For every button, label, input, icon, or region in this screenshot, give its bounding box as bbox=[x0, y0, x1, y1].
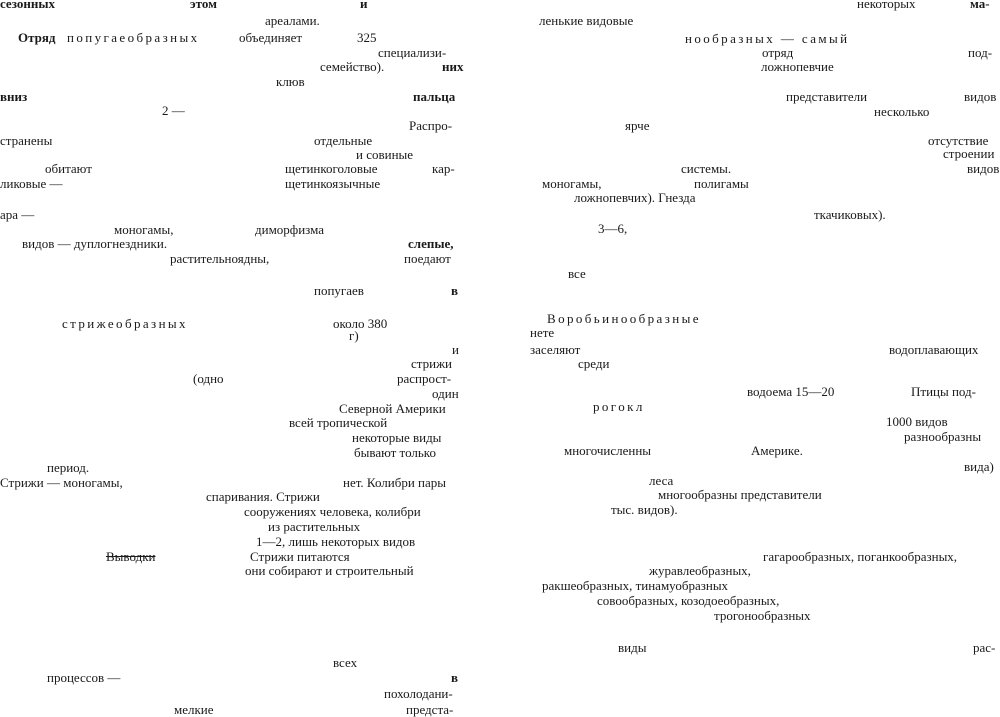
text-fragment: журавлеобразных, bbox=[649, 563, 751, 578]
text-fragment: из растительных bbox=[268, 519, 361, 534]
text-fragment: вида) bbox=[964, 459, 994, 474]
text-fragment: похолодани- bbox=[384, 686, 453, 701]
text-fragment: отдельные bbox=[314, 133, 373, 148]
text-fragment: сезонных bbox=[0, 0, 55, 11]
text-fragment: многообразны представители bbox=[658, 487, 822, 502]
text-fragment: Стрижи — моногамы, bbox=[0, 475, 123, 490]
text-fragment: слепые, bbox=[408, 236, 454, 251]
text-fragment: около 380 bbox=[333, 316, 388, 331]
text-fragment: среди bbox=[578, 356, 610, 371]
text-fragment: Америке. bbox=[751, 443, 803, 458]
text-fragment: щетинкоязычные bbox=[285, 176, 381, 191]
text-fragment: несколько bbox=[874, 104, 930, 119]
text-fragment: моногамы, bbox=[542, 176, 602, 191]
text-fragment: Северной Америки bbox=[339, 401, 446, 416]
text-fragment: разнообразны bbox=[904, 429, 982, 444]
text-fragment: бывают только bbox=[354, 445, 436, 460]
text-fragment: 2 — bbox=[162, 103, 185, 118]
text-fragment: ложнопевчих). Гнезда bbox=[574, 190, 696, 205]
text-fragment: рас- bbox=[973, 640, 996, 655]
text-fragment: Стрижи питаются bbox=[250, 549, 350, 564]
text-fragment: ярче bbox=[625, 118, 650, 133]
text-fragment: специализи- bbox=[378, 45, 447, 60]
text-fragment: леса bbox=[649, 473, 674, 488]
text-fragment: кар- bbox=[432, 161, 455, 176]
text-fragment: многочисленны bbox=[564, 443, 652, 458]
text-fragment: ара — bbox=[0, 207, 35, 222]
text-fragment: полигамы bbox=[694, 176, 749, 191]
text-fragment: ракшеобразных, тинамуобразных bbox=[542, 578, 729, 593]
text-fragment: предста- bbox=[406, 702, 454, 717]
text-fragment: Отряд bbox=[18, 30, 56, 45]
text-fragment: виды bbox=[618, 640, 647, 655]
text-fragment: ма- bbox=[970, 0, 990, 11]
text-fragment: совообразных, козодоеобразных, bbox=[597, 593, 780, 608]
text-fragment: ложнопевчие bbox=[761, 59, 834, 74]
text-fragment: процессов — bbox=[47, 670, 121, 685]
text-fragment: всех bbox=[333, 655, 358, 670]
text-fragment: период. bbox=[47, 460, 90, 475]
text-fragment: 1—2, лишь некоторых видов bbox=[256, 534, 416, 549]
text-fragment: и bbox=[452, 342, 459, 357]
text-fragment: и совиные bbox=[356, 147, 414, 162]
text-fragment: растительноядны, bbox=[170, 251, 270, 266]
text-fragment: спаривания. Стрижи bbox=[206, 489, 320, 504]
text-fragment: некоторые виды bbox=[352, 430, 442, 445]
text-fragment: нообразных — самый bbox=[685, 31, 850, 46]
text-fragment: этом bbox=[190, 0, 217, 11]
text-fragment: ареалами. bbox=[265, 13, 320, 28]
text-fragment: 3—6, bbox=[598, 221, 628, 236]
text-fragment: распрост- bbox=[397, 371, 452, 386]
text-fragment: видов bbox=[967, 161, 1000, 176]
text-fragment: всей тропической bbox=[289, 415, 388, 430]
text-fragment: (одно bbox=[193, 371, 224, 386]
text-fragment: обитают bbox=[45, 161, 92, 176]
text-fragment: водоплавающих bbox=[889, 342, 979, 357]
text-fragment: представители bbox=[786, 89, 868, 104]
text-fragment: поедают bbox=[404, 251, 451, 266]
text-fragment: вниз bbox=[0, 89, 28, 104]
text-fragment: под- bbox=[968, 45, 993, 60]
text-fragment: них bbox=[442, 59, 464, 74]
text-fragment: г) bbox=[349, 328, 359, 343]
text-fragment: заселяют bbox=[530, 342, 581, 357]
text-fragment: Выводки bbox=[106, 549, 156, 564]
text-fragment: моногамы, bbox=[114, 222, 174, 237]
text-fragment: странены bbox=[0, 133, 53, 148]
text-fragment: попугаев bbox=[314, 283, 364, 298]
text-fragment: щетинкоголовые bbox=[285, 161, 378, 176]
text-fragment: все bbox=[568, 266, 586, 281]
text-fragment: ткачиковых). bbox=[814, 207, 886, 222]
text-fragment: водоема 15—20 bbox=[747, 384, 835, 399]
text-fragment: отряд bbox=[762, 45, 794, 60]
text-fragment: мелкие bbox=[174, 702, 214, 717]
text-fragment: Воробьинообразные bbox=[547, 311, 701, 326]
text-fragment: попугаеобразных bbox=[67, 30, 200, 45]
right-column bbox=[530, 0, 1000, 717]
text-fragment: системы. bbox=[681, 161, 732, 176]
text-fragment: ленькие видовые bbox=[539, 13, 634, 28]
text-fragment: объединяет bbox=[239, 30, 303, 45]
text-fragment: в bbox=[451, 283, 459, 298]
text-fragment: Птицы под- bbox=[911, 384, 976, 399]
text-fragment: отсутствие bbox=[928, 133, 989, 148]
text-fragment: 325 bbox=[357, 30, 377, 45]
text-fragment: пальца bbox=[413, 89, 456, 104]
text-fragment: стрижи bbox=[411, 356, 453, 371]
text-fragment: и bbox=[360, 0, 368, 11]
text-fragment: нет. Колибри пары bbox=[343, 475, 447, 490]
left-column bbox=[0, 0, 470, 717]
text-fragment: сооружениях человека, колибри bbox=[244, 504, 421, 519]
text-fragment: видов bbox=[964, 89, 997, 104]
text-fragment: клюв bbox=[276, 74, 305, 89]
text-fragment: видов — дуплогнездники. bbox=[22, 236, 168, 251]
text-fragment: тыс. видов). bbox=[611, 502, 678, 517]
text-fragment: ликовые — bbox=[0, 176, 63, 191]
text-fragment: семейство). bbox=[320, 59, 385, 74]
text-fragment: строении bbox=[943, 146, 995, 161]
text-fragment: рогокл bbox=[593, 399, 645, 414]
text-fragment: 1000 видов bbox=[886, 414, 948, 429]
text-fragment: они собирают и строительный bbox=[245, 563, 414, 578]
text-fragment: трогонообразных bbox=[714, 608, 811, 623]
text-fragment: нете bbox=[530, 325, 555, 340]
text-fragment: Распро- bbox=[409, 118, 453, 133]
text-fragment: в bbox=[451, 670, 459, 685]
text-fragment: стрижеобразных bbox=[62, 316, 188, 331]
text-fragment: гагарообразных, поганкообразных, bbox=[763, 549, 958, 564]
text-fragment: один bbox=[432, 386, 459, 401]
text-fragment: некоторых bbox=[857, 0, 916, 11]
text-fragment: диморфизма bbox=[255, 222, 325, 237]
